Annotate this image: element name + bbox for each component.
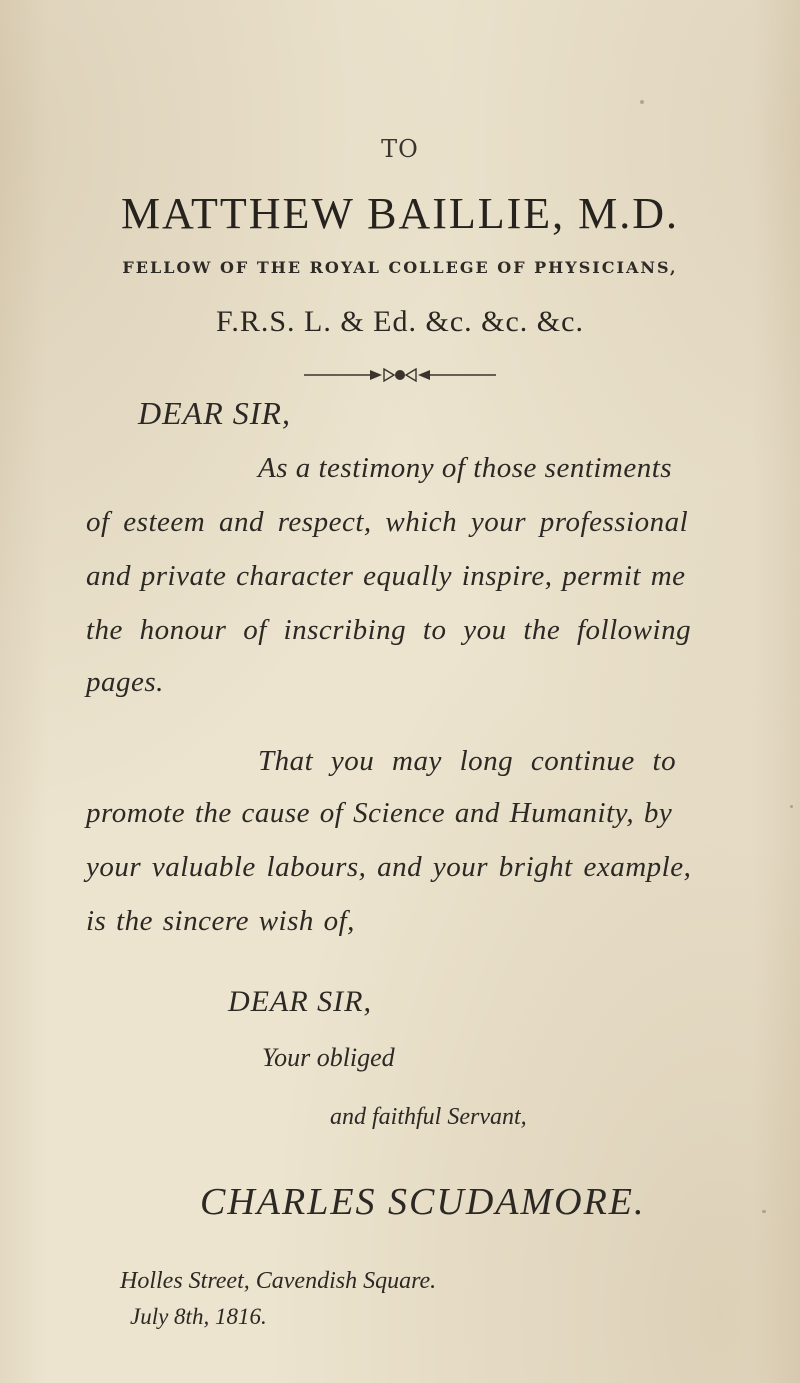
- paragraph1-line1: As a testimony of those sentiments: [258, 452, 673, 484]
- dedicatee-fellowship: FELLOW OF THE ROYAL COLLEGE OF PHYSICIANS,: [122, 258, 678, 277]
- paragraph1-line3: and private character equally inspire, permit me: [86, 560, 686, 592]
- salutation: DEAR SIR,: [138, 395, 291, 431]
- dedicatee-name: MATTHEW BAILLIE, M.D.: [120, 189, 680, 238]
- paragraph1-line5: pages.: [86, 666, 164, 698]
- paragraph2-line1: That you may long continue to: [258, 745, 677, 777]
- closing-line2: and faithful Servant,: [330, 1104, 527, 1130]
- closing-salutation: DEAR SIR,: [228, 985, 372, 1018]
- dedication-to: TO: [381, 135, 419, 163]
- paragraph2-line4: is the sincere wish of,: [86, 905, 355, 937]
- signature: CHARLES SCUDAMORE.: [200, 1181, 646, 1223]
- paper-speck: [790, 805, 793, 808]
- paragraph1-line4: the honour of inscribing to you the following: [86, 614, 692, 646]
- paper-speck: [762, 1210, 766, 1213]
- paper-speck: [505, 262, 508, 265]
- closing-line1: Your obliged: [262, 1043, 395, 1072]
- dedicatee-qualifications: F.R.S. L. & Ed. &c. &c. &c.: [216, 305, 584, 338]
- date: July 8th, 1816.: [130, 1304, 267, 1329]
- paper-speck: [640, 100, 644, 104]
- rule-ornament-icon: [300, 364, 500, 386]
- paragraph2-line3: your valuable labours, and your bright example,: [86, 851, 692, 883]
- paragraph1-line2: of esteem and respect, which your professional: [86, 506, 689, 538]
- address: Holles Street, Cavendish Square.: [120, 1268, 437, 1294]
- paragraph2-line2: promote the cause of Science and Humanity, by: [86, 797, 673, 829]
